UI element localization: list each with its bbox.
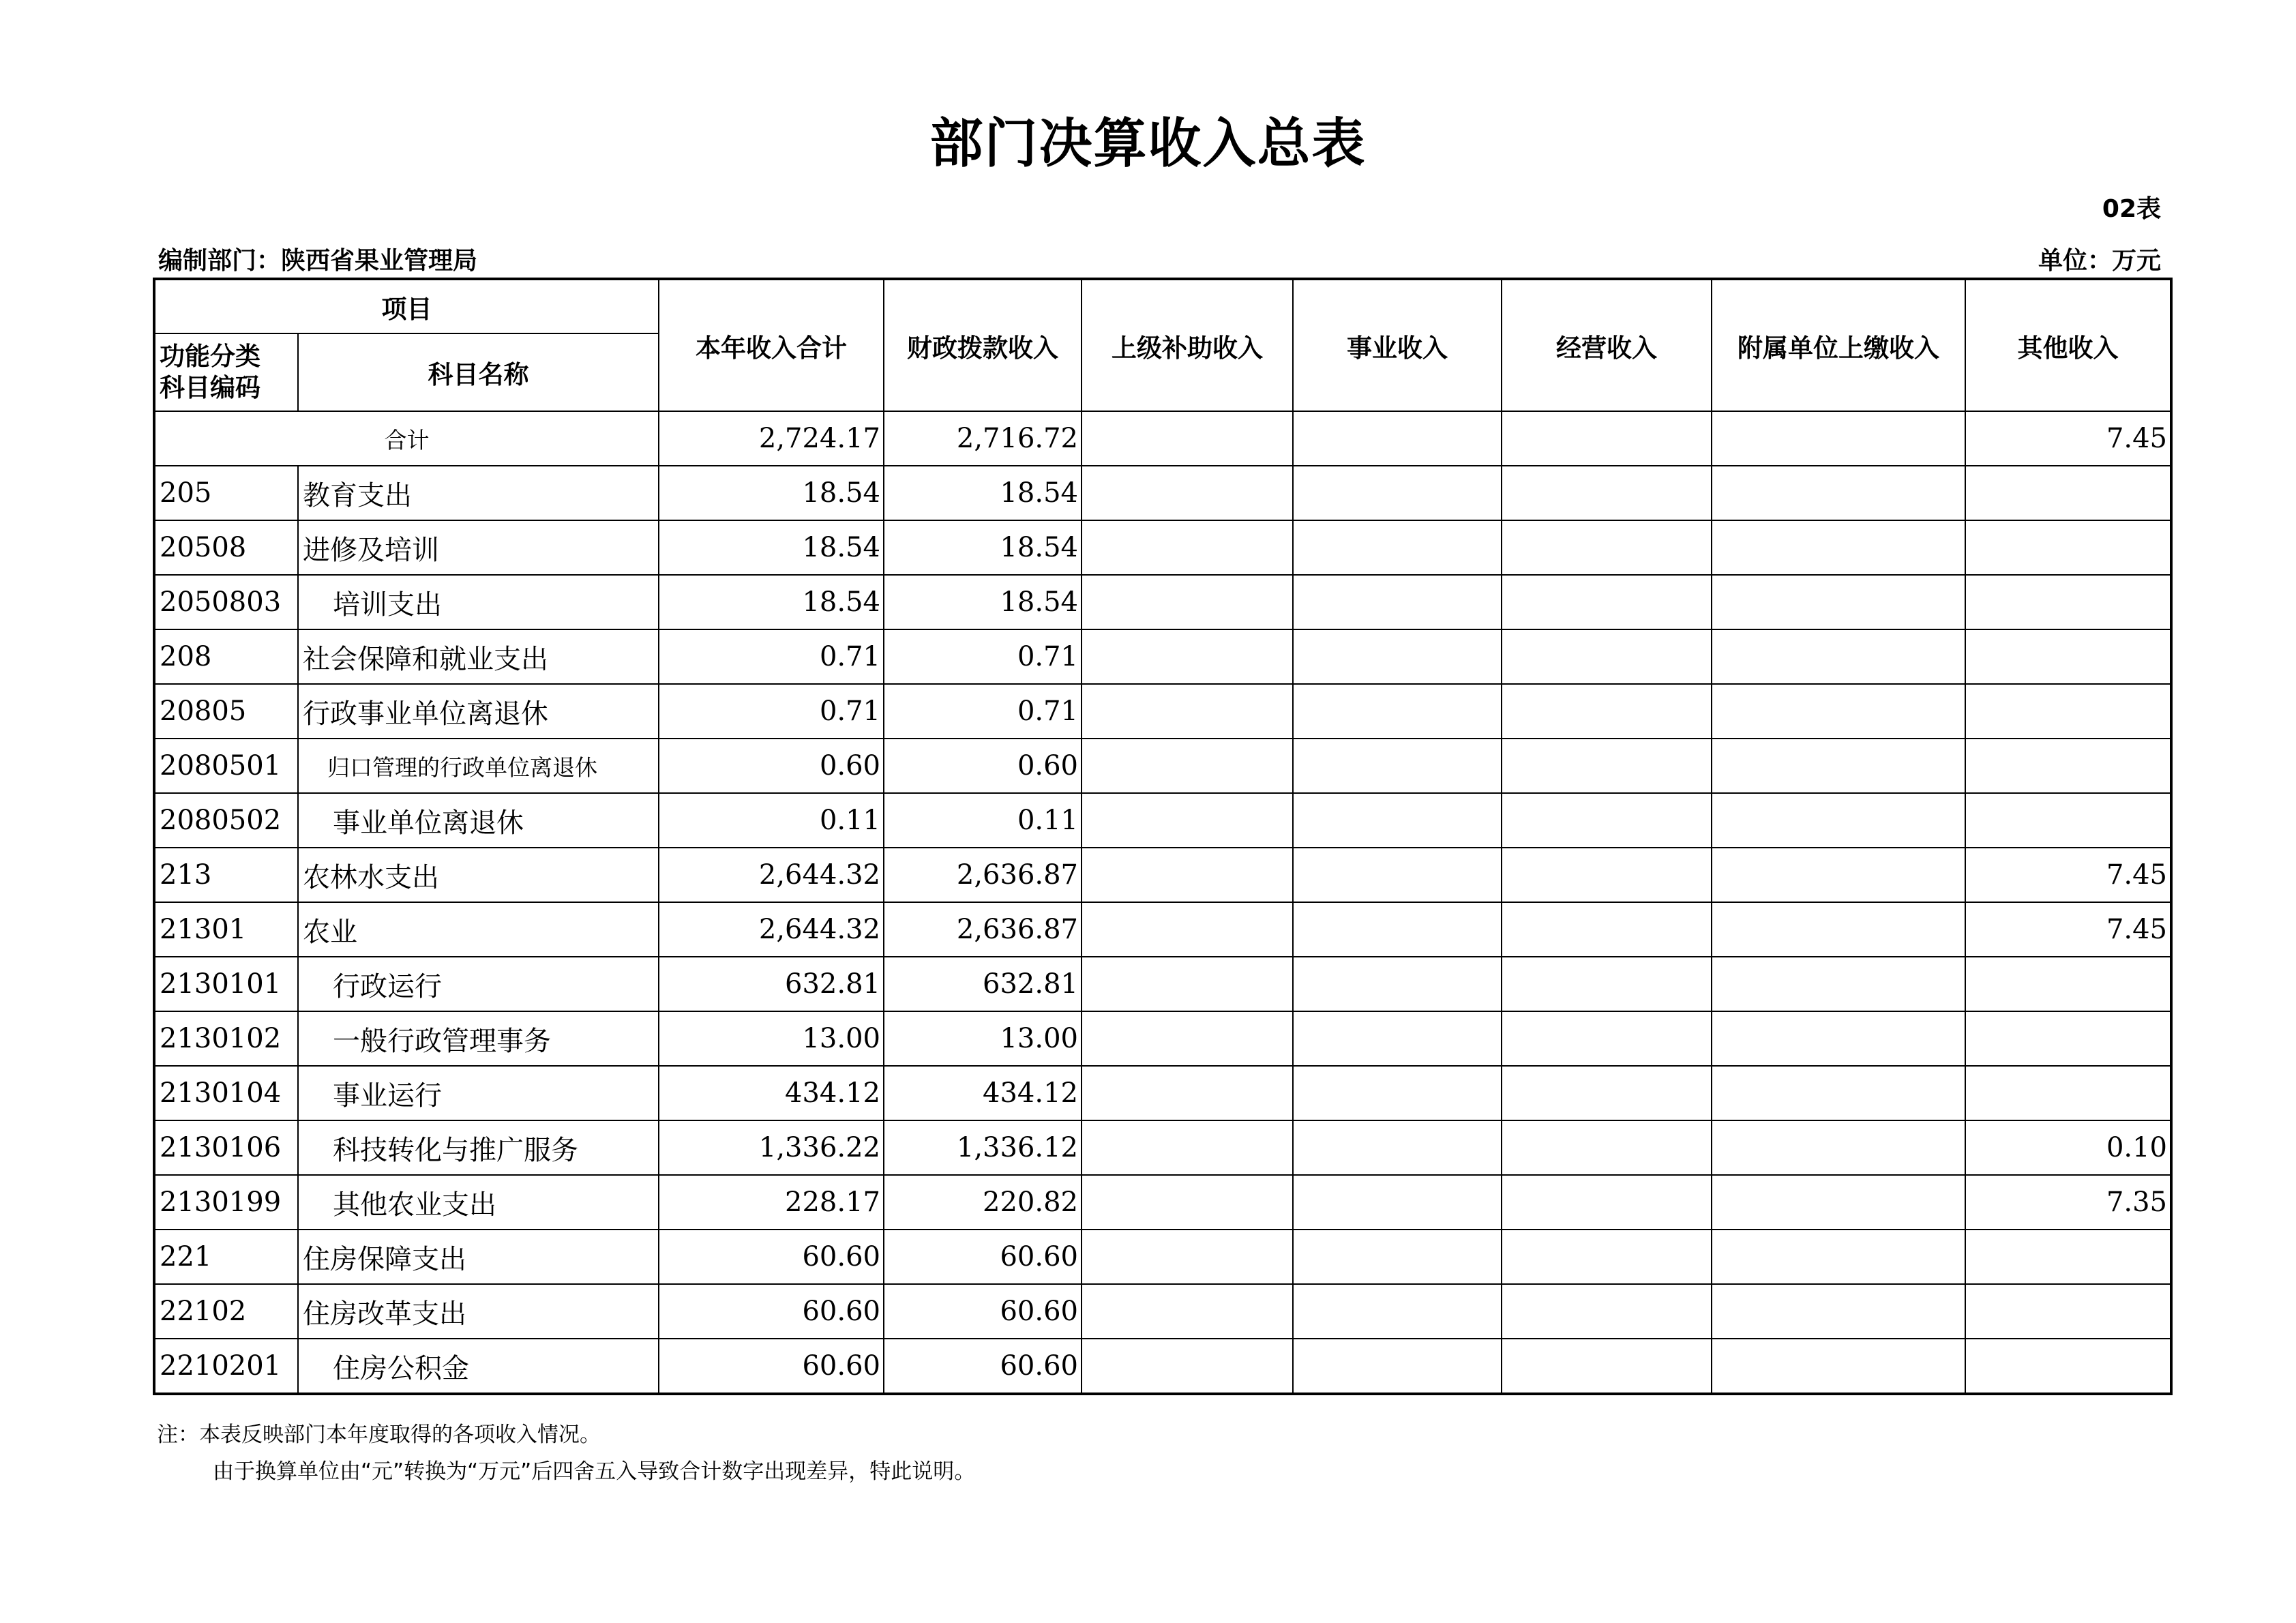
name-cell: 农业 [298,902,659,957]
header-superior: 上级补助收入 [1082,279,1293,411]
fiscal-cell: 60.60 [884,1284,1082,1339]
total-cell: 632.81 [659,957,884,1011]
footnote-line-2: 由于换算单位由“元”转换为“万元”后四舍五入导致合计数字出现差异，特此说明。 [213,1459,976,1484]
fiscal-cell: 434.12 [884,1066,1082,1120]
total-cell: 0.11 [659,793,884,848]
code-cell: 208 [154,629,298,684]
operating-cell [1502,1011,1712,1066]
superior-cell [1082,1284,1293,1339]
operating-cell [1502,902,1712,957]
code-cell: 205 [154,466,298,520]
superior-cell [1082,629,1293,684]
affiliated-cell [1712,684,1965,739]
name-cell: 教育支出 [298,466,659,520]
name-cell: 归口管理的行政单位离退休 [298,739,659,793]
superior-cell [1082,1011,1293,1066]
fiscal-cell: 2,636.87 [884,902,1082,957]
fiscal-cell: 18.54 [884,575,1082,629]
affiliated-cell [1712,1066,1965,1120]
page-title: 部门决算收入总表 [929,113,1367,175]
other-cell: 7.45 [1965,848,2171,902]
affiliated-cell [1712,902,1965,957]
superior-cell [1082,684,1293,739]
code-cell: 21301 [154,902,298,957]
business-cell [1293,902,1502,957]
other-cell [1965,575,2171,629]
name-cell: 行政事业单位离退休 [298,684,659,739]
business-cell [1293,1230,1502,1284]
header-row-1 [154,279,2171,333]
code-cell: 2130102 [154,1011,298,1066]
header-code-line1: 功能分类 [160,341,260,371]
fiscal-cell: 13.00 [884,1011,1082,1066]
total-cell: 18.54 [659,520,884,575]
affiliated-cell [1712,1120,1965,1175]
operating-cell [1502,1284,1712,1339]
other-cell: 7.45 [1965,902,2171,957]
total-cell: 18.54 [659,466,884,520]
affiliated-cell [1712,739,1965,793]
table-row [154,739,2171,793]
code-cell: 2050803 [154,575,298,629]
name-cell: 一般行政管理事务 [298,1011,659,1066]
code-cell: 213 [154,848,298,902]
header-code [154,333,298,411]
table-row [154,1011,2171,1066]
name-cell: 进修及培训 [298,520,659,575]
business-cell [1293,1066,1502,1120]
table-row [154,1175,2171,1230]
operating-cell [1502,466,1712,520]
business-cell [1293,575,1502,629]
name-cell: 行政运行 [298,957,659,1011]
total-affiliated-cell [1712,411,1965,466]
business-cell [1293,793,1502,848]
operating-cell [1502,684,1712,739]
name-cell: 其他农业支出 [298,1175,659,1230]
table-row [154,957,2171,1011]
income-summary-table [153,278,2173,1395]
table-row [154,1066,2171,1120]
business-cell [1293,520,1502,575]
header-other: 其他收入 [1965,279,2171,411]
total-cell: 0.71 [659,684,884,739]
operating-cell [1502,739,1712,793]
other-cell [1965,1011,2171,1066]
table-row [154,1339,2171,1394]
superior-cell [1082,520,1293,575]
fiscal-cell: 632.81 [884,957,1082,1011]
total-other-cell: 7.45 [1965,411,2171,466]
superior-cell [1082,793,1293,848]
fiscal-cell: 0.71 [884,629,1082,684]
superior-cell [1082,957,1293,1011]
business-cell [1293,1120,1502,1175]
name-cell: 事业单位离退休 [298,793,659,848]
fiscal-cell: 0.60 [884,739,1082,793]
table-row [154,575,2171,629]
table-row [154,1284,2171,1339]
code-cell: 221 [154,1230,298,1284]
affiliated-cell [1712,1284,1965,1339]
affiliated-cell [1712,957,1965,1011]
name-cell: 培训支出 [298,575,659,629]
name-cell: 社会保障和就业支出 [298,629,659,684]
other-cell: 7.35 [1965,1175,2171,1230]
total-business-cell [1293,411,1502,466]
total-income-cell: 2,724.17 [659,411,884,466]
business-cell [1293,957,1502,1011]
header-code-line2: 科目编码 [160,373,260,402]
fiscal-cell: 0.71 [884,684,1082,739]
total-cell: 228.17 [659,1175,884,1230]
superior-cell [1082,1339,1293,1394]
header-subject-name: 科目名称 [298,333,659,411]
name-cell: 住房公积金 [298,1339,659,1394]
total-fiscal-cell: 2,716.72 [884,411,1082,466]
other-cell [1965,1230,2171,1284]
operating-cell [1502,1175,1712,1230]
total-cell: 60.60 [659,1339,884,1394]
fiscal-cell: 18.54 [884,466,1082,520]
total-cell: 2,644.32 [659,848,884,902]
form-number: 02表 [2102,195,2161,223]
total-operating-cell [1502,411,1712,466]
business-cell [1293,466,1502,520]
affiliated-cell [1712,1011,1965,1066]
table-row [154,684,2171,739]
other-cell: 0.10 [1965,1120,2171,1175]
affiliated-cell [1712,1230,1965,1284]
affiliated-cell [1712,466,1965,520]
affiliated-cell [1712,793,1965,848]
superior-cell [1082,902,1293,957]
fiscal-cell: 60.60 [884,1339,1082,1394]
operating-cell [1502,1230,1712,1284]
business-cell [1293,1339,1502,1394]
business-cell [1293,1011,1502,1066]
operating-cell [1502,520,1712,575]
superior-cell [1082,848,1293,902]
header-operating: 经营收入 [1502,279,1712,411]
header-business: 事业收入 [1293,279,1502,411]
table-row [154,848,2171,902]
name-cell: 住房保障支出 [298,1230,659,1284]
other-cell [1965,957,2171,1011]
affiliated-cell [1712,848,1965,902]
superior-cell [1082,1175,1293,1230]
table-row [154,629,2171,684]
total-superior-cell [1082,411,1293,466]
fiscal-cell: 2,636.87 [884,848,1082,902]
header-affiliated: 附属单位上缴收入 [1712,279,1965,411]
business-cell [1293,1175,1502,1230]
name-cell: 事业运行 [298,1066,659,1120]
code-cell: 2130104 [154,1066,298,1120]
total-cell: 0.60 [659,739,884,793]
table-row [154,902,2171,957]
operating-cell [1502,957,1712,1011]
superior-cell [1082,1230,1293,1284]
superior-cell [1082,466,1293,520]
business-cell [1293,629,1502,684]
fiscal-cell: 60.60 [884,1230,1082,1284]
code-cell: 2210201 [154,1339,298,1394]
superior-cell [1082,575,1293,629]
total-cell: 0.71 [659,629,884,684]
name-cell: 住房改革支出 [298,1284,659,1339]
total-row [154,411,2171,466]
total-cell: 60.60 [659,1230,884,1284]
business-cell [1293,739,1502,793]
operating-cell [1502,1339,1712,1394]
name-cell: 科技转化与推广服务 [298,1120,659,1175]
code-cell: 2130199 [154,1175,298,1230]
business-cell [1293,848,1502,902]
unit-label: 单位：万元 [2038,247,2161,275]
other-cell [1965,1339,2171,1394]
operating-cell [1502,629,1712,684]
operating-cell [1502,1066,1712,1120]
operating-cell [1502,575,1712,629]
code-cell: 22102 [154,1284,298,1339]
code-cell: 2080502 [154,793,298,848]
total-label: 合计 [154,411,659,466]
other-cell [1965,793,2171,848]
other-cell [1965,466,2171,520]
fiscal-cell: 0.11 [884,793,1082,848]
code-cell: 2130106 [154,1120,298,1175]
table-row [154,466,2171,520]
table-row [154,1230,2171,1284]
operating-cell [1502,848,1712,902]
total-cell: 13.00 [659,1011,884,1066]
other-cell [1965,739,2171,793]
footnote-line-1: 注：本表反映部门本年度取得的各项收入情况。 [157,1423,601,1447]
header-fiscal: 财政拨款收入 [884,279,1082,411]
table-row [154,520,2171,575]
code-cell: 2080501 [154,739,298,793]
affiliated-cell [1712,520,1965,575]
operating-cell [1502,793,1712,848]
business-cell [1293,684,1502,739]
header-total-income: 本年收入合计 [659,279,884,411]
name-cell: 农林水支出 [298,848,659,902]
total-cell: 1,336.22 [659,1120,884,1175]
other-cell [1965,629,2171,684]
affiliated-cell [1712,629,1965,684]
superior-cell [1082,1066,1293,1120]
other-cell [1965,684,2171,739]
other-cell [1965,1066,2171,1120]
department-label: 编制部门：陕西省果业管理局 [158,247,478,275]
superior-cell [1082,1120,1293,1175]
code-cell: 20508 [154,520,298,575]
affiliated-cell [1712,1175,1965,1230]
header-item: 项目 [154,279,659,333]
total-cell: 434.12 [659,1066,884,1120]
operating-cell [1502,1120,1712,1175]
affiliated-cell [1712,575,1965,629]
business-cell [1293,1284,1502,1339]
affiliated-cell [1712,1339,1965,1394]
other-cell [1965,1284,2171,1339]
fiscal-cell: 220.82 [884,1175,1082,1230]
code-cell: 2130101 [154,957,298,1011]
table-row [154,793,2171,848]
total-cell: 60.60 [659,1284,884,1339]
other-cell [1965,520,2171,575]
fiscal-cell: 18.54 [884,520,1082,575]
code-cell: 20805 [154,684,298,739]
fiscal-cell: 1,336.12 [884,1120,1082,1175]
superior-cell [1082,739,1293,793]
table-row [154,1120,2171,1175]
total-cell: 2,644.32 [659,902,884,957]
total-cell: 18.54 [659,575,884,629]
